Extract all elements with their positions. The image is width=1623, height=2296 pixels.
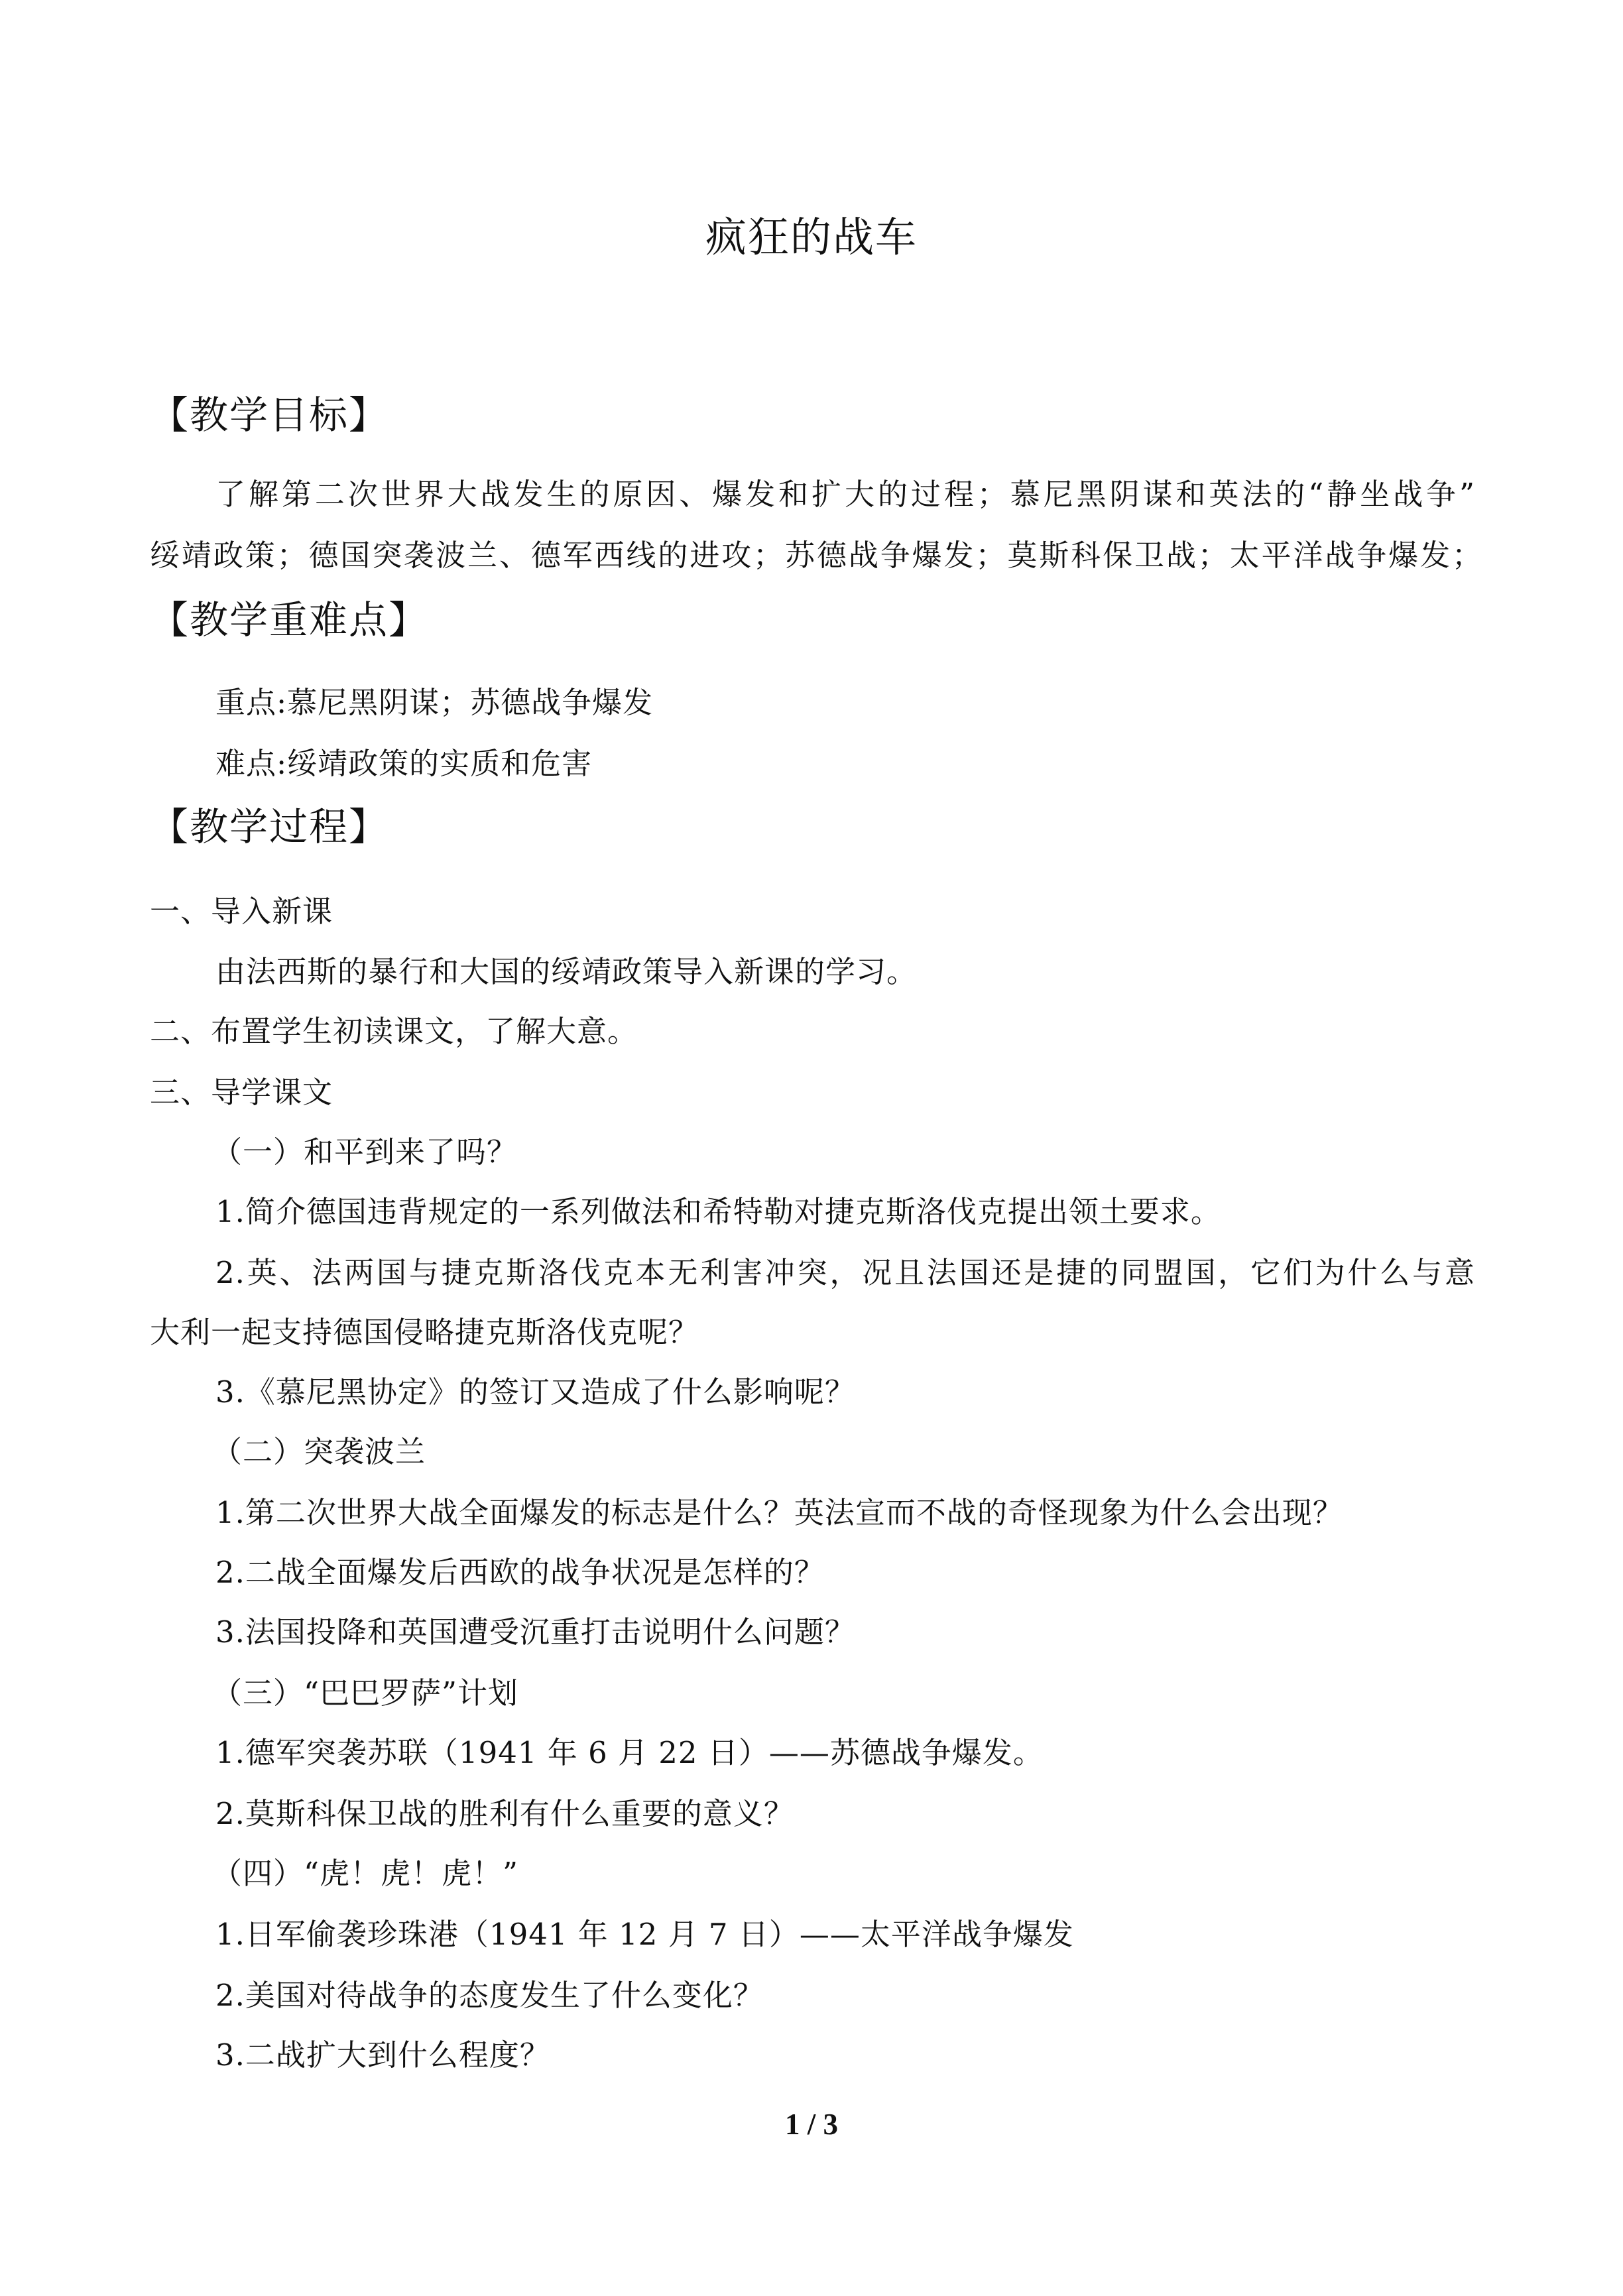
process-line: （一）和平到来了吗？ — [212, 1134, 518, 1170]
page-number: 1 / 3 — [784, 2108, 838, 2141]
objectives-line-2: 绥靖政策；德国突袭波兰、德军西线的进攻；苏德战争爆发；莫斯科保卫战；太平洋战争爆发； — [150, 538, 1482, 573]
process-line: 大利一起支持德国侵略捷克斯洛伐克呢？ — [150, 1315, 699, 1350]
process-line: 三、导学课文 — [150, 1075, 333, 1110]
process-line: 二、布置学生初读课文，了解大意。 — [150, 1014, 638, 1049]
process-line: 一、导入新课 — [150, 894, 333, 929]
difficult-point-line: 难点:绥靖政策的实质和危害 — [215, 746, 593, 781]
process-line: 1.第二次世界大战全面爆发的标志是什么？英法宣而不战的奇怪现象为什么会出现？ — [215, 1495, 1343, 1530]
process-line: 由法西斯的暴行和大国的绥靖政策导入新课的学习。 — [215, 954, 918, 989]
process-line: 1.日军偷袭珍珠港（1941 年 12 月 7 日）——太平洋战争爆发 — [215, 1917, 1074, 1952]
process-line: 3.《慕尼黑协定》的签订又造成了什么影响呢？ — [215, 1374, 855, 1410]
process-line: 2.莫斯科保卫战的胜利有什么重要的意义？ — [215, 1796, 794, 1831]
objectives-line-1: 了解第二次世界大战发生的原因、爆发和扩大的过程；慕尼黑阴谋和英法的“静坐战争” — [215, 477, 1475, 512]
heading-key-points: 【教学重难点】 — [150, 597, 429, 642]
process-line: 1.简介德国违背规定的一系列做法和希特勒对捷克斯洛伐克提出领土要求。 — [215, 1194, 1221, 1229]
process-line: （三）“巴巴罗萨”计划 — [212, 1675, 519, 1711]
process-line: 1.德军突袭苏联（1941 年 6 月 22 日）——苏德战争爆发。 — [215, 1735, 1044, 1770]
process-line: （二）突袭波兰 — [212, 1434, 426, 1469]
document-title: 疯狂的战车 — [705, 213, 918, 261]
process-line: 2.二战全面爆发后西欧的战争状况是怎样的？ — [215, 1555, 825, 1590]
key-point-line-1: 重点:慕尼黑阴谋；苏德战争爆发 — [215, 685, 654, 720]
process-line: 3.二战扩大到什么程度？ — [215, 2037, 550, 2073]
process-line: （四）“虎！虎！虎！” — [212, 1856, 519, 1891]
heading-process: 【教学过程】 — [150, 804, 389, 849]
heading-objectives: 【教学目标】 — [150, 393, 389, 438]
process-line: 3.法国投降和英国遭受沉重打击说明什么问题？ — [215, 1614, 855, 1650]
process-line: 2.美国对待战争的态度发生了什么变化？ — [215, 1978, 764, 2013]
process-line: 2.英、法两国与捷克斯洛伐克本无利害冲突，况且法国还是捷的同盟国，它们为什么与意 — [215, 1255, 1475, 1290]
